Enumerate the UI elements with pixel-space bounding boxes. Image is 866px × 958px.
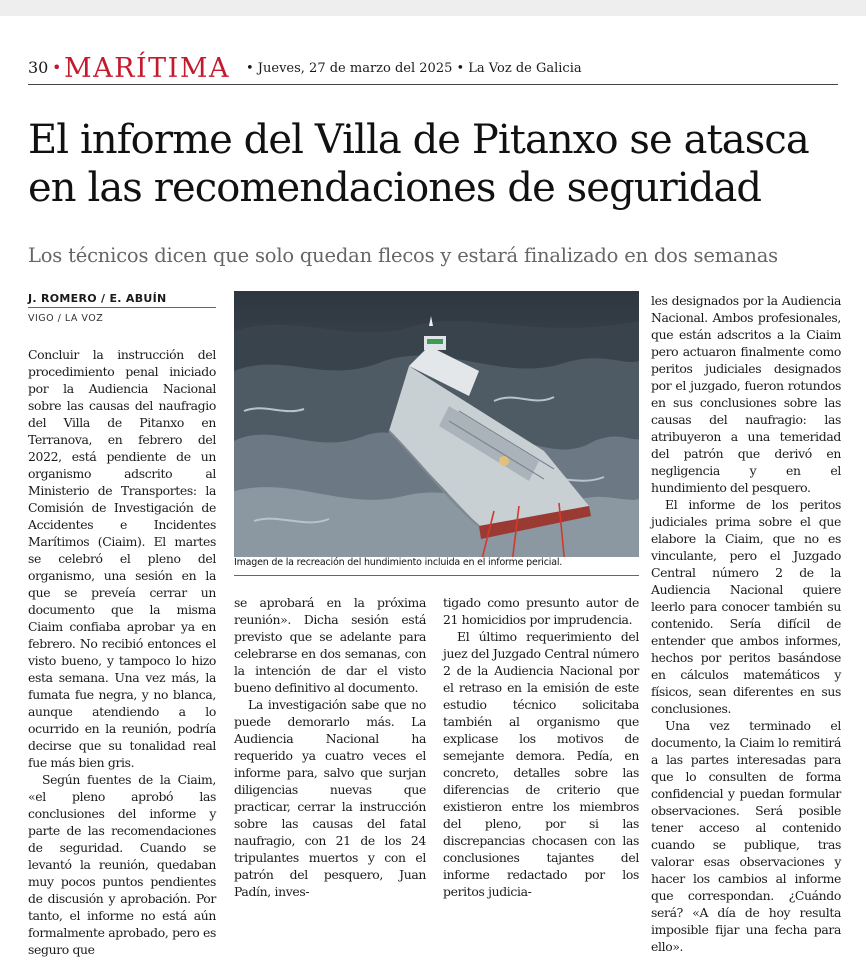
ship-windows bbox=[427, 339, 443, 344]
page-number: 30 bbox=[28, 58, 49, 77]
paragraph: se aprobará en la próxima reunión». Dicha sesión está previsto que se adelante para celebrarse en dos semanas, con la intención de dar el visto bueno definitivo al documento. bbox=[234, 595, 426, 695]
paragraph: les designados por la Audiencia Nacional. Ambos profesionales, que están adscritos a la Ciaim pero actuaron finalmente como peritos judiciales designados por el juzgado, fueron rotundos en sus conclusiones sobre las causas del naufragio: las atribuyeron a una temeridad del patrón que derivó en negligencia y en el hundimiento del pesquero. bbox=[651, 293, 841, 495]
browser-top-bar bbox=[0, 0, 866, 16]
article-photo bbox=[234, 291, 639, 557]
paragraph: tigado como presunto autor de 21 homicidios por imprudencia. bbox=[443, 595, 639, 627]
location-line: VIGO / LA VOZ bbox=[28, 313, 104, 324]
paragraph: Concluir la instrucción del procedimiento penal iniciado por la Audiencia Nacional sobre las causas del naufragio del Villa de Pitanxo en Terranova, en febrero del 2022, está pendiente de un organismo adscrito al Ministerio de Transportes: la Comisión de Investigación de Accidentes e Incidentes Marítimos (Ciaim). El martes se celebró el pleno del organismo, una sesión en la que se preveía cerrar un documento que la misma Ciaim confiaba aprobar ya en febrero. No recibió entonces el visto bueno, y tampoco lo hizo esta semana. Una vez más, la fumata fue negra, y no blanca, aunque atendiendo a lo ocurrido en la reunión, podría decirse que su tonalidad real fue más bien gris. bbox=[28, 347, 216, 770]
bullet-separator: • bbox=[52, 58, 62, 77]
column-2 bbox=[234, 594, 426, 900]
deck-detail bbox=[499, 456, 509, 466]
photo-caption: Imagen de la recreación del hundimiento incluida en el informe pericial. bbox=[234, 557, 563, 568]
caption-rule bbox=[234, 575, 639, 576]
paragraph: El informe de los peritos judiciales prima sobre el que elabore la Ciaim, que no es vinculante, pero el Juzgado Central número 2 de la Audiencia Nacional quiere leerlo para conocer también su contenido. Sería difícil de entender que ambos informes, hechos por peritos basándose en cálculos matemáticos y físicos, sean diferentes en sus conclusiones. bbox=[651, 497, 841, 716]
column-4 bbox=[651, 292, 841, 955]
byline: J. ROMERO / E. ABUÍN bbox=[28, 292, 167, 305]
header-rule bbox=[28, 84, 838, 85]
dateline: • Jueves, 27 de marzo del 2025 • La Voz de Galicia bbox=[246, 61, 582, 76]
column-3 bbox=[443, 594, 639, 900]
paragraph: Según fuentes de la Ciaim, «el pleno aprobó las conclusiones del informe y parte de las recomendaciones de seguridad. Cuando se levantó la reunión, quedaban muy pocos puntos pendientes de discusión y aprobación. Por tanto, el informe no está aún formalmente aprobado, pero es seguro que bbox=[28, 772, 216, 957]
subheadline: Los técnicos dicen que solo quedan flecos y estará finalizado en dos semanas bbox=[28, 244, 778, 267]
section-title: MARÍTIMA bbox=[64, 53, 230, 84]
paragraph: Una vez terminado el documento, la Ciaim lo remitirá a las partes interesadas para que lo consulten de forma confidencial y puedan formular observaciones. Será posible tener acceso al contenido cuando se publique, tras valorar esas observaciones y hacer los cambios al informe que correspondan. ¿Cuándo será? «A día de hoy resulta imposible fijar una fecha para ello». bbox=[651, 718, 841, 954]
ship-sinking-illustration bbox=[234, 291, 639, 557]
column-1 bbox=[28, 346, 216, 958]
paragraph: La investigación sabe que no puede demorarlo más. La Audiencia Nacional ha requerido ya cuatro veces el informe para, salvo que surjan diligencias nuevas que practicar, cerrar la instrucción sobre las causas del fatal naufragio, con 21 de los 24 tripulantes muertos y con el patrón del pesquero, Juan Padín, inves- bbox=[234, 697, 426, 899]
paragraph: El último requerimiento del juez del Juzgado Central número 2 de la Audiencia Nacional por el retraso en la emisión de este estudio técnico solicitaba también al organismo que explicase los motivos de semejante demora. Pedía, en concreto, detalles sobre las diferencias de criterio que existieron entre los miembros del pleno, por si las discrepancias chocasen con las conclusiones tajantes del informe redactado por los peritos judicia- bbox=[443, 629, 639, 899]
headline: El informe del Villa de Pitanxo se atasca en las recomendaciones de seguridad bbox=[28, 117, 809, 211]
byline-rule bbox=[28, 307, 216, 308]
